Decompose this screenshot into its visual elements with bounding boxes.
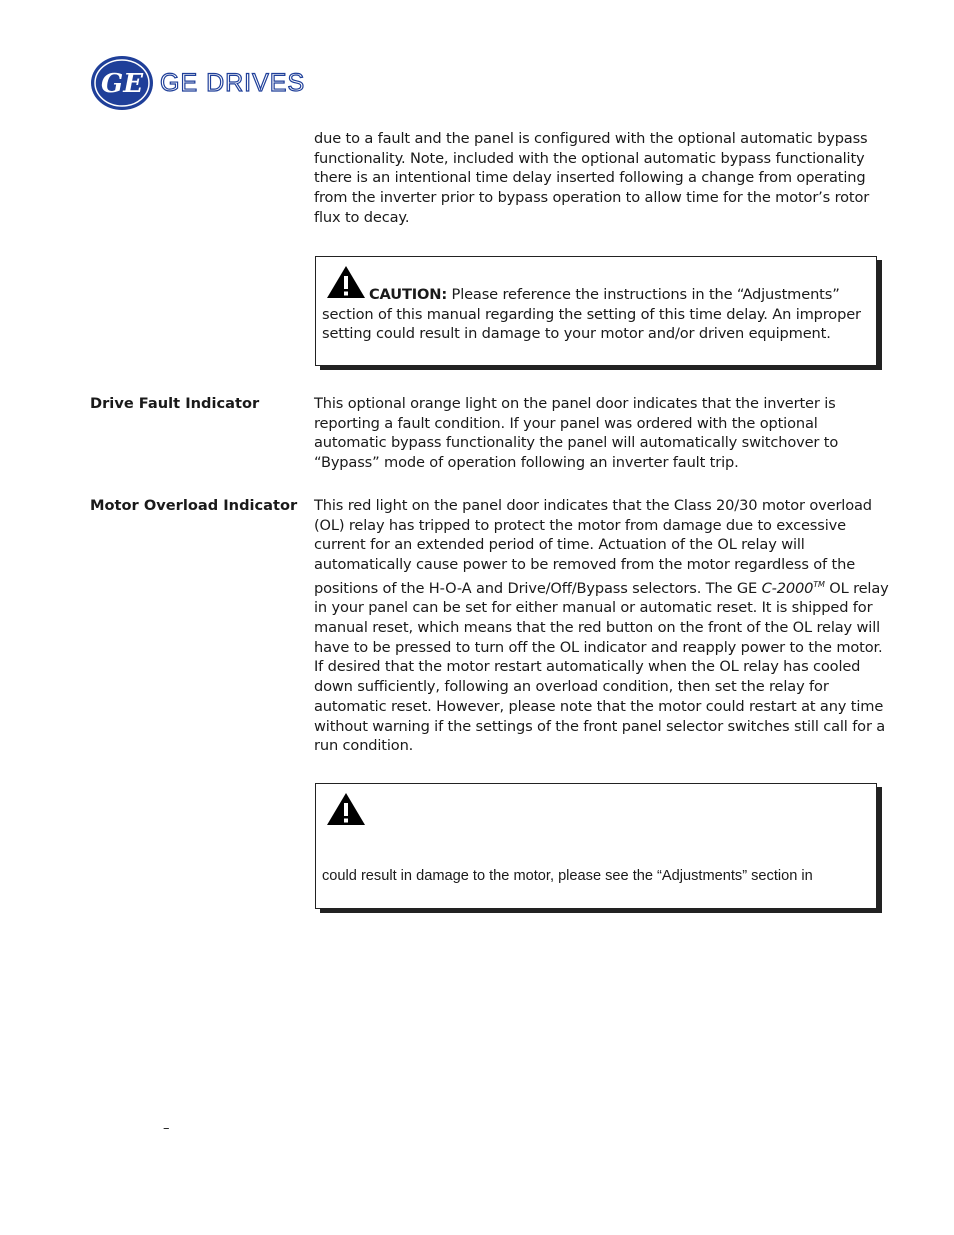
trademark-mark: TM [813, 579, 825, 589]
drive-fault-heading: Drive Fault Indicator [90, 395, 260, 412]
overload-text-part2: OL relay in your panel can be set for either manual or automatic reset. It is shipped for manual reset, which means that the red button on the front of the OL relay will have to be pressed to turn off the OL indicator and reapply power to the motor. If desired that the motor restart automatically when the OL relay has cooled down sufficiently, following an overload condition, then set the relay for automatic reset. However, please note that the motor could restart at any time without warning if the settings of the front panel selector switches still call for a run condition. [314, 579, 889, 755]
caution-text: Please reference the instructions in the “Adjustments” section of this manual regarding the setting of this time delay. An improper setting could result in damage to your motor and/or driven equipment. [322, 286, 861, 343]
caution-label: CAUTION: [369, 286, 448, 303]
intro-paragraph: due to a fault and the panel is configured with the optional automatic bypass functionality. Note, included with the optional automatic bypass functionality there is an intentional time delay inserted following a change from operating from the inverter prior to bypass operation to allow time for the motor’s rotor flux to decay. [314, 130, 870, 226]
caution-box-delay [315, 256, 877, 366]
warning-triangle-icon [326, 792, 366, 826]
caution-box-overload [315, 783, 877, 909]
motor-overload-paragraph [314, 496, 894, 756]
logo-text: GE DRIVES [160, 68, 306, 97]
product-name: C-2000 [761, 579, 814, 597]
ge-drives-logo [90, 55, 305, 111]
drive-fault-paragraph: This optional orange light on the panel door indicates that the inverter is reporting a fault condition. If your panel was ordered with the optional automatic bypass functionality the panel will automatically switchover to “Bypass” mode of operation following an inverter fault trip. [314, 395, 839, 472]
overload-text-part1: This red light on the panel door indicates that the Class 20/30 motor overload (OL) relay has tripped to protect the motor from damage due to excessive current for an extended period of time. Actuation of the OL relay will automatically cause power to be removed from the motor regardless of the positions of the H-O-A and Drive/Off/Bypass selectors. The GE [314, 497, 872, 597]
footer-dash: – [163, 1121, 170, 1136]
caution2-text: could result in damage to the motor, please see the “Adjustments” section in [322, 868, 813, 884]
ge-monogram-text: GE [100, 69, 144, 99]
ge-monogram-icon [90, 55, 154, 111]
motor-overload-heading: Motor Overload Indicator [90, 497, 298, 514]
